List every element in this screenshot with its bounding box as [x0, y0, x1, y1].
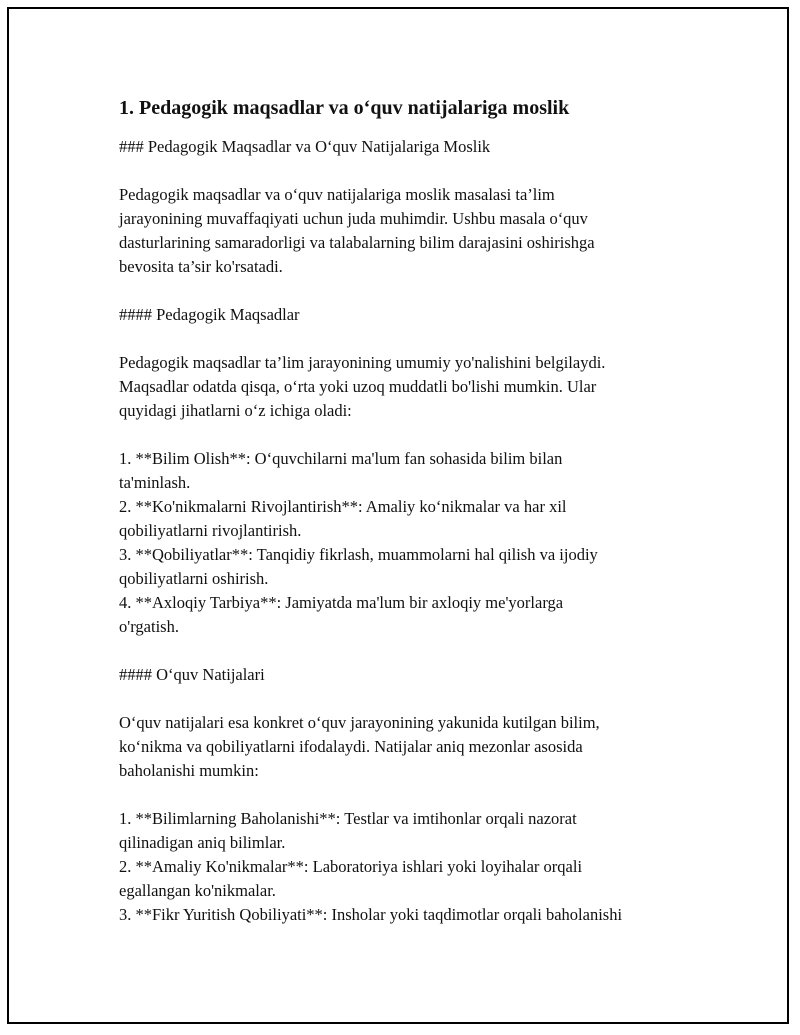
- list-item: 3. **Fikr Yuritish Qobiliyati**: Insholar yoki taqdimotlar orqali baholanishi: [119, 905, 623, 924]
- spacer: [119, 279, 699, 303]
- spacer: [119, 639, 699, 663]
- list-item: 4. **Axloqiy Tarbiya**: Jamiyatda ma'lum bir axloqiy me'yorlarga o'rgatish.: [119, 593, 564, 636]
- list-item: 1. **Bilimlarning Baholanishi**: Testlar va imtihonlar orqali nazorat qilinadigan aniq bilimlar.: [119, 809, 577, 852]
- spacer: [119, 687, 699, 711]
- markdown-heading: ### Pedagogik Maqsadlar va O‘quv Natijalariga Moslik: [119, 137, 491, 156]
- intro-paragraph: Pedagogik maqsadlar va o‘quv natijalariga moslik masalasi ta’lim jarayonining muvaffaqiyati uchun juda muhimdir. Ushbu masala o‘quv dasturlarining samaradorligi va talabalarning bilim darajasini oshirishga bevosita ta’sir ko'rsatadi.: [119, 185, 595, 276]
- document-page: [7, 7, 789, 1024]
- spacer: [119, 327, 699, 351]
- spacer: [119, 423, 699, 447]
- list-item: 2. **Amaliy Ko'nikmalar**: Laboratoriya ishlari yoki loyihalar orqali egallangan ko'nikmalar.: [119, 857, 583, 900]
- list-item: 1. **Bilim Olish**: O‘quvchilarni ma'lum fan sohasida bilim bilan ta'minlash.: [119, 449, 563, 492]
- section-heading-natijalar: #### O‘quv Natijalari: [119, 665, 265, 684]
- section-heading-maqsadlar: #### Pedagogik Maqsadlar: [119, 305, 300, 324]
- spacer: [119, 159, 699, 183]
- section-intro-natijalar: O‘quv natijalari esa konkret o‘quv jarayonining yakunida kutilgan bilim, ko‘nikma va qobiliyatlarni ifodalaydi. Natijalar aniq mezonlar asosida baholanishi mumkin:: [119, 713, 600, 780]
- list-item: 3. **Qobiliyatlar**: Tanqidiy fikrlash, muammolarni hal qilish va ijodiy qobiliyatlarni oshirish.: [119, 545, 598, 588]
- spacer: [119, 783, 699, 807]
- document-content: [119, 95, 699, 927]
- document-title: 1. Pedagogik maqsadlar va o‘quv natijalariga moslik: [119, 97, 570, 119]
- list-item: 2. **Ko'nikmalarni Rivojlantirish**: Amaliy ko‘nikmalar va har xil qobiliyatlarni rivojlantirish.: [119, 497, 567, 540]
- section-intro-maqsadlar: Pedagogik maqsadlar ta’lim jarayonining umumiy yo'nalishini belgilaydi. Maqsadlar odatda qisqa, o‘rta yoki uzoq muddatli bo'lishi mumkin. Ular quyidagi jihatlarni o‘z ichiga oladi:: [119, 353, 606, 420]
